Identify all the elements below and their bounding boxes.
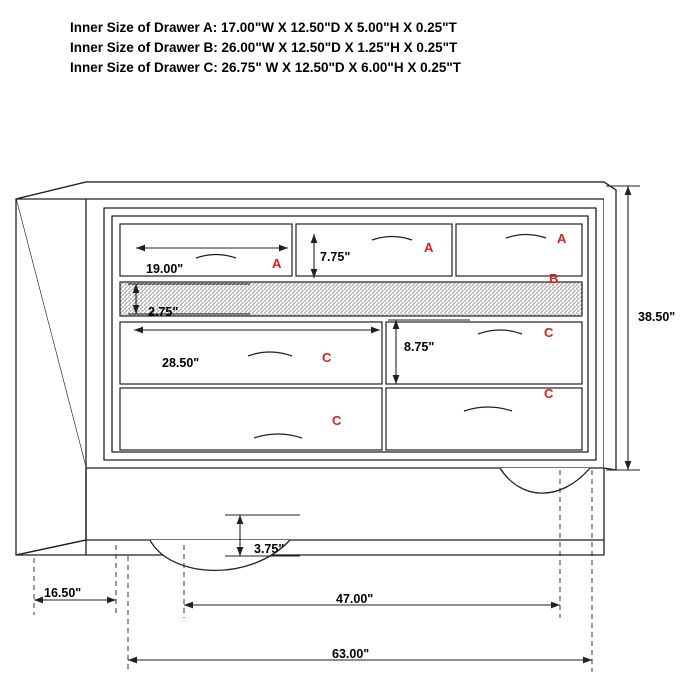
drawer-front-bottom-left: [120, 388, 382, 450]
glitter-drawer-band: [120, 282, 582, 316]
dim-drawer-a-width: 19.00": [146, 262, 184, 276]
dim-leg-height: 3.75": [254, 542, 285, 556]
dim-drawer-c-width: 28.50": [162, 356, 200, 370]
code-bottom-left: C: [332, 413, 342, 428]
code-top-right: A: [557, 231, 567, 246]
spec-line-drawer-c: Inner Size of Drawer C: 26.75" W X 12.50"D X 6.00"H X 0.25"T: [70, 60, 462, 75]
dim-front-width: 47.00": [336, 592, 374, 606]
code-mid-left: C: [322, 350, 332, 365]
drawer-front-mid-left: [120, 322, 382, 384]
extension-lines: [34, 470, 592, 672]
spec-line-drawer-b: Inner Size of Drawer B: 26.00"W X 12.50"D X 1.25"H X 0.25"T: [70, 40, 458, 55]
dim-drawer-b-height: 2.75": [148, 305, 179, 319]
code-top-middle: A: [424, 240, 434, 255]
drawer-fronts: [120, 224, 582, 450]
code-glitter-right: B: [549, 271, 559, 286]
dim-overall-width: 63.00": [332, 647, 370, 661]
code-bottom-right: C: [544, 386, 554, 401]
dim-overall-height: 38.50": [638, 310, 676, 324]
code-top-left: A: [272, 256, 282, 271]
spec-line-drawer-a: Inner Size of Drawer A: 17.00"W X 12.50"D X 5.00"H X 0.25"T: [70, 20, 457, 35]
dim-drawer-c-height: 8.75": [404, 340, 435, 354]
dim-depth: 16.50": [44, 586, 82, 600]
dim-drawer-a-height: 7.75": [320, 250, 351, 264]
code-mid-right: C: [544, 325, 554, 340]
